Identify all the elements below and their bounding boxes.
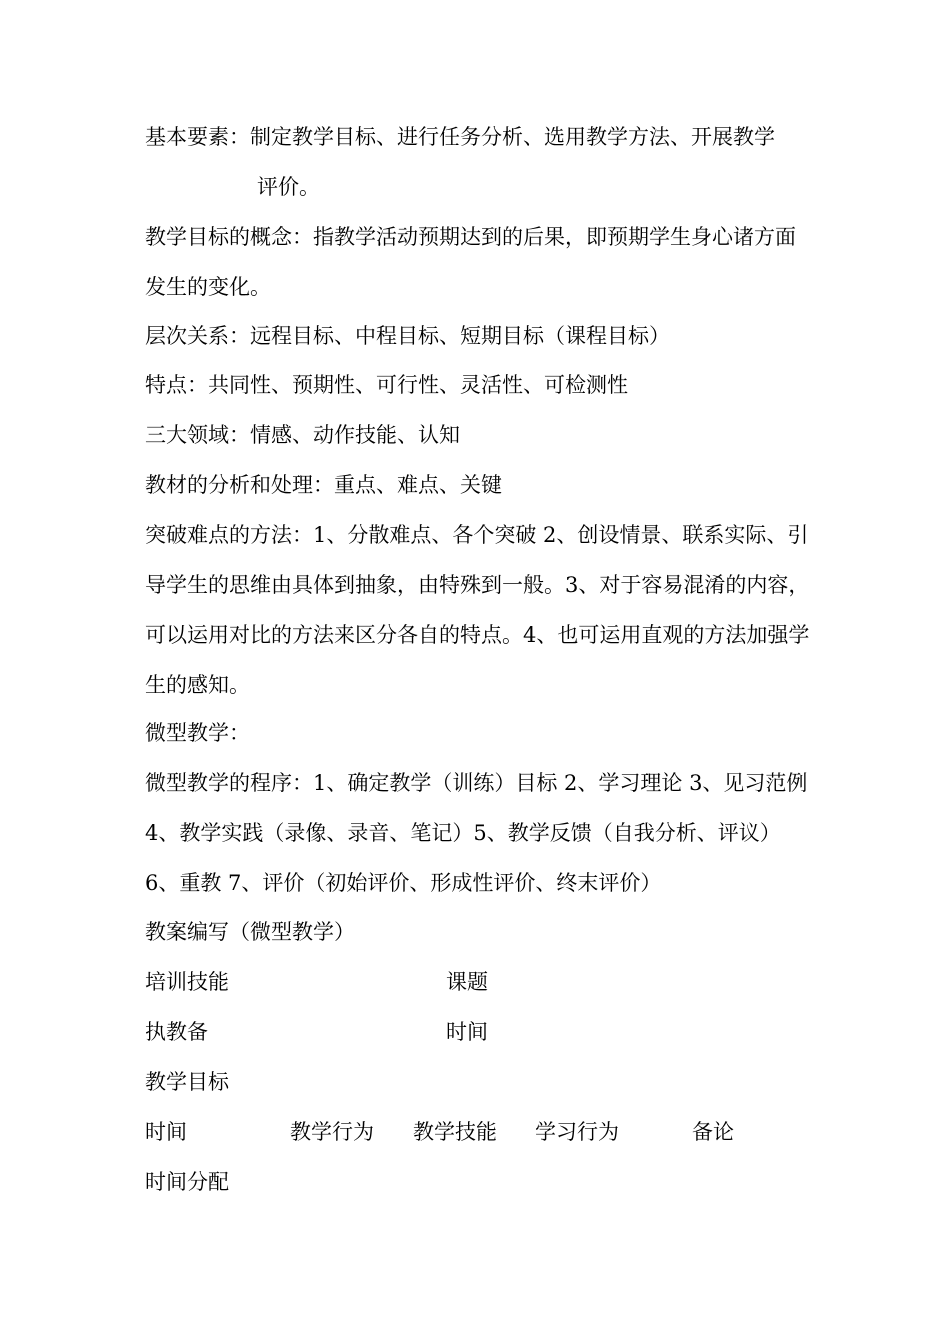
column-header-learning-behavior: 学习行为 <box>535 1120 619 1144</box>
form-row-skill-topic <box>145 957 810 1007</box>
form-row-objective <box>145 1057 810 1107</box>
column-header-teaching-skill: 教学技能 <box>413 1120 497 1144</box>
basic-elements-line-2: 评价。 <box>257 175 320 199</box>
form-row-teacher-time <box>145 1007 810 1057</box>
difficulty-methods-paragraph: 突破难点的方法：1、分散难点、各个突破 2、创设情景、联系实际、引导学生的思维由具体到抽象，由特殊到一般。3、对于容易混淆的内容，可以运用对比的方法来区分各自的特点。4、也可运用直观的方法加强学生的感知。 <box>145 523 810 697</box>
topic-label: 课题 <box>446 970 488 994</box>
basic-elements-paragraph <box>145 112 810 212</box>
basic-elements-label: 基本要素： <box>145 125 250 149</box>
features-paragraph: 特点：共同性、预期性、可行性、灵活性、可检测性 <box>145 373 628 397</box>
basic-elements-line-1 <box>145 112 810 162</box>
column-header-teaching-behavior: 教学行为 <box>290 1120 374 1144</box>
teacher-label: 执教备 <box>145 1020 208 1044</box>
column-header-notes: 备论 <box>692 1120 734 1144</box>
materials-paragraph: 教材的分析和处理：重点、难点、关键 <box>145 473 502 497</box>
time-allocation-label: 时间分配 <box>145 1170 229 1194</box>
column-header-time: 时间 <box>145 1120 187 1144</box>
form-row-time-allocation <box>145 1157 810 1207</box>
objective-concept-paragraph: 教学目标的概念：指教学活动预期达到的后果，即预期学生身心诸方面发生的变化。 <box>145 225 796 299</box>
time-label: 时间 <box>446 1020 488 1044</box>
basic-elements-text: 制定教学目标、进行任务分析、选用教学方法、开展教学 <box>250 125 775 149</box>
form-columns-row <box>145 1107 810 1157</box>
micro-procedure-paragraph: 微型教学的程序：1、确定教学（训练）目标 2、学习理论 3、见习范例 4、教学实践（录像、录音、笔记）5、教学反馈（自我分析、评议）6、重教 7、评价（初始评价、形成性评价、终末评价） <box>145 771 808 895</box>
lesson-plan-title: 教案编写（微型教学） <box>145 920 355 944</box>
objective-label: 教学目标 <box>145 1070 229 1094</box>
training-skill-label: 培训技能 <box>145 970 229 994</box>
micro-teaching-heading: 微型教学： <box>145 721 250 745</box>
domains-paragraph: 三大领域：情感、动作技能、认知 <box>145 423 460 447</box>
levels-paragraph: 层次关系：远程目标、中程目标、短期目标（课程目标） <box>145 324 670 348</box>
